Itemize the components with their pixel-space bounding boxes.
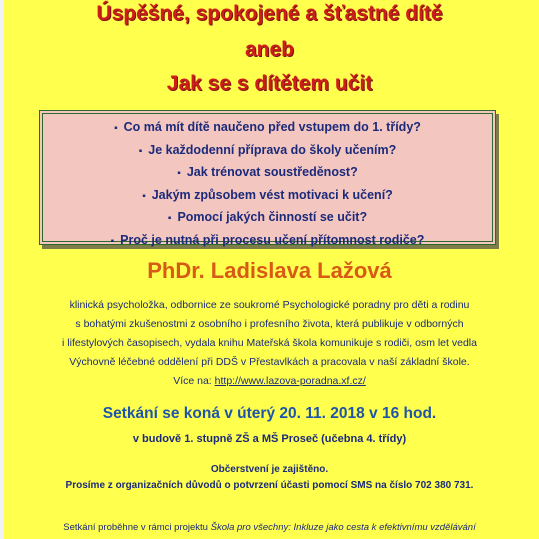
- footer-prefix: Setkání proběhne v rámci projektu: [63, 522, 208, 533]
- bio-line: i lifestylových časopisech, vydala knihu Mateřská škola komunikuje s rodiči, osm let vedla: [62, 337, 477, 349]
- question-item: [43, 230, 492, 253]
- question-item: [43, 117, 492, 140]
- question-text: Jak trénovat soustředěnost?: [186, 165, 358, 179]
- website-link[interactable]: http://www.lazova-poradna.xf.cz/: [214, 375, 366, 387]
- sms-notice: Prosíme z organizačních důvodů o potvrzení účasti pomocí SMS na číslo 702 380 731.: [65, 480, 474, 491]
- event-venue: v budově 1. stupně ZŠ a MŠ Proseč (učebna 4. třídy): [132, 433, 407, 445]
- question-item: [43, 207, 492, 230]
- bullet-icon: ▪: [177, 168, 181, 179]
- project-footer: [0, 522, 539, 533]
- bio-line: s bohatými zkušenostmi z osobního i profesního života, která publikuje v odborných: [75, 318, 464, 330]
- bullet-icon: ▪: [142, 190, 146, 202]
- question-text: Co má mít dítě naučeno před vstupem do 1. třídy?: [123, 120, 421, 134]
- questions-list: [43, 114, 492, 252]
- question-item: [43, 140, 492, 163]
- refreshments-note: Občerstvení je zajištěno.: [210, 464, 329, 475]
- author-bio: [40, 296, 499, 391]
- bullet-icon: ▪: [114, 123, 118, 134]
- questions-box: [42, 113, 493, 247]
- title-line-1: Úspěšné, spokojené a šťastné dítě: [96, 2, 443, 25]
- bullet-icon: ▪: [138, 145, 143, 157]
- more-label: Více na:: [173, 375, 212, 387]
- question-item: [43, 185, 492, 208]
- question-text: Je každodenní příprava do školy učením?: [148, 142, 397, 157]
- question-text: Pomocí jakých činností se učit?: [177, 210, 368, 224]
- event-date: Setkání se koná v úterý 20. 11. 2018 v 16 hod.: [102, 405, 437, 422]
- bullet-icon: ▪: [110, 235, 115, 247]
- question-text: Proč je nutná při procesu učení přítomnost rodiče?: [120, 232, 425, 247]
- bio-line: klinická psycholožka, odbornice ze soukromé Psychologické poradny pro děti a rodinu: [69, 299, 470, 311]
- question-text: Jakým způsobem vést motivaci k učení?: [151, 187, 393, 202]
- bio-more: [40, 372, 499, 391]
- question-item: [43, 162, 492, 185]
- title-line-3: Jak se s dítětem učit: [166, 72, 373, 95]
- bullet-icon: ▪: [167, 213, 172, 224]
- bio-line: Výchovně léčebné oddělení při DDŠ v Přestavlkách a pracovala v naší základní škole.: [69, 356, 470, 368]
- project-name: Škola pro všechny: Inkluze jako cesta k efektivnímu vzdělávání: [210, 522, 476, 533]
- author-name: PhDr. Ladislava Lažová: [147, 258, 392, 283]
- title-line-2: aneb: [244, 38, 294, 61]
